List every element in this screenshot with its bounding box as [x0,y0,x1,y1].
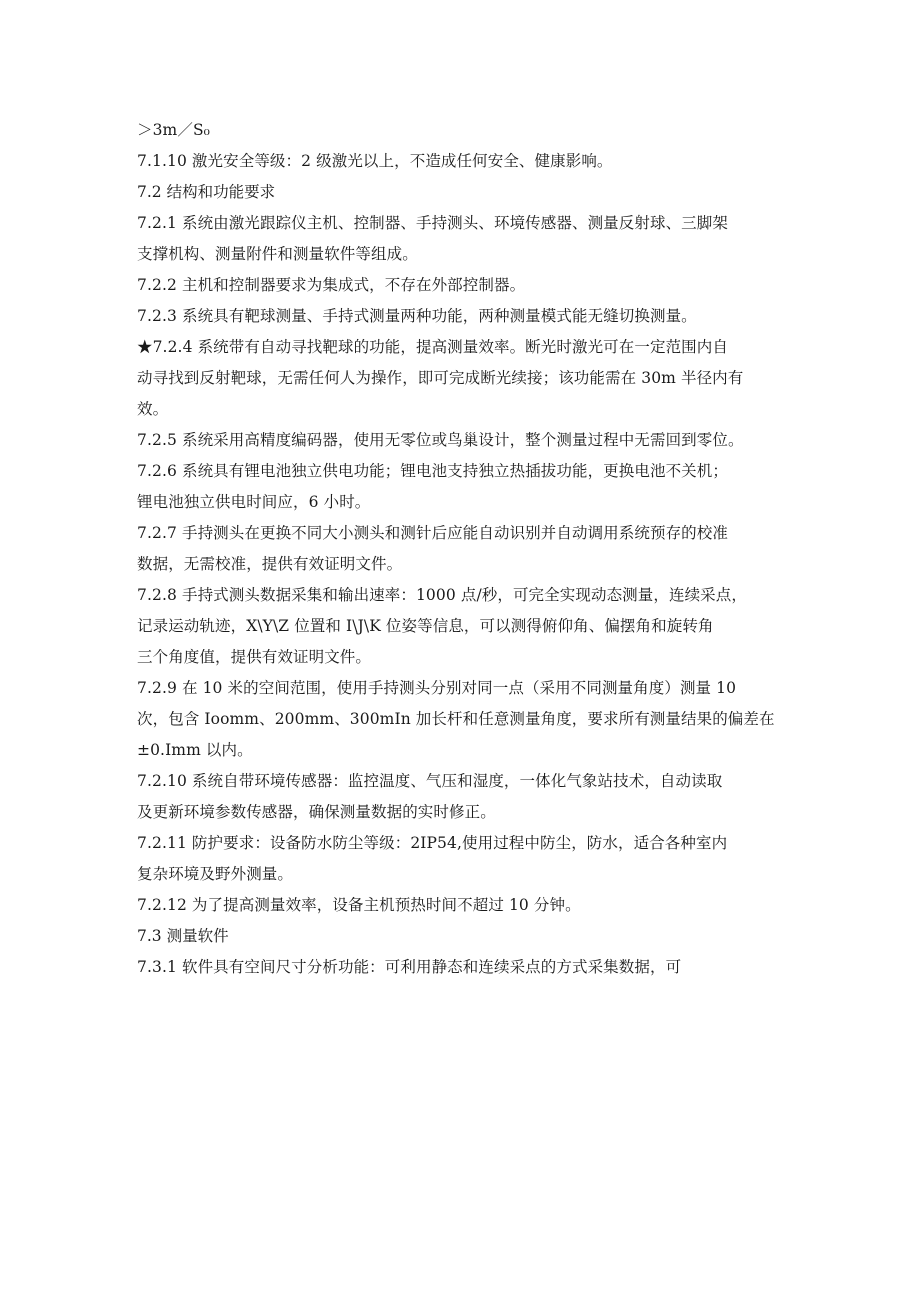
text-line: 7.2.8 手持式测头数据采集和输出速率：1000 点/秒，可完全实现动态测量，连续采点， [137,586,747,604]
text-line: 7.2.6 系统具有锂电池独立供电功能；锂电池支持独立热插拔功能，更换电池不关机； [137,462,728,480]
text-line: 记录运动轨迹，X\Y\Z 位置和 I\J\K 位姿等信息，可以测得俯仰角、偏摆角和旋转角 [137,617,714,635]
text-line: 7.2.1 系统由激光跟踪仪主机、控制器、手持测头、环境传感器、测量反射球、三脚架 [137,214,728,232]
text-line: 锂电池独立供电时间应，6 小时。 [137,493,371,511]
document-body [137,115,787,983]
text-line: 7.2.12 为了提高测量效率，设备主机预热时间不超过 10 分钟。 [137,896,581,914]
text-line: 数据，无需校准，提供有效证明文件。 [137,555,403,573]
text-line: 动寻找到反射靶球，无需任何人为操作，即可完成断光续接；该功能需在 30m 半径内有 [137,369,744,387]
text-line: 次，包含 Ioomm、200mm、300mIn 加长杆和任意测量角度，要求所有测量结果的偏差在 [137,710,775,728]
text-line: 支撑机构、测量附件和测量软件等组成。 [137,245,418,263]
text-line: ★7.2.4 系统带有自动寻找靶球的功能，提高测量效率。断光时激光可在一定范围内自 [137,338,728,356]
text-line: 7.3.1 软件具有空间尺寸分析功能：可利用静态和连续采点的方式采集数据，可 [137,958,682,976]
text-line: 7.2.11 防护要求：设备防水防尘等级：2IP54,使用过程中防尘，防水，适合各种室内 [137,834,728,852]
text-line: 三个角度值，提供有效证明文件。 [137,648,372,666]
text-line: 7.2.9 在 10 米的空间范围，使用手持测头分别对同一点（采用不同测量角度）测量 10 [137,679,737,697]
text-line: 7.2.2 主机和控制器要求为集成式，不存在外部控制器。 [137,276,526,294]
text-line: 效。 [137,400,169,418]
text-line: 及更新环境参数传感器，确保测量数据的实时修正。 [137,803,496,821]
text-line: ±0.Imm 以内。 [137,741,253,759]
text-line: 7.2.3 系统具有靶球测量、手持式测量两种功能，两种测量模式能无缝切换测量。 [137,307,697,325]
text-line: ＞3m／S₀ [137,121,210,139]
text-line: 7.1.10 激光安全等级：2 级激光以上，不造成任何安全、健康影响。 [137,152,613,170]
section-heading: 7.2 结构和功能要求 [137,183,276,201]
text-line: 7.2.7 手持测头在更换不同大小测头和测针后应能自动识别并自动调用系统预存的校准 [137,524,728,542]
section-heading: 7.3 测量软件 [137,927,229,945]
text-line: 复杂环境及野外测量。 [137,865,294,883]
text-line: 7.2.5 系统采用高精度编码器，使用无零位或鸟巢设计，整个测量过程中无需回到零位。 [137,431,744,449]
text-line: 7.2.10 系统自带环境传感器：监控温度、气压和湿度，一体化气象站技术，自动读取 [137,772,723,790]
